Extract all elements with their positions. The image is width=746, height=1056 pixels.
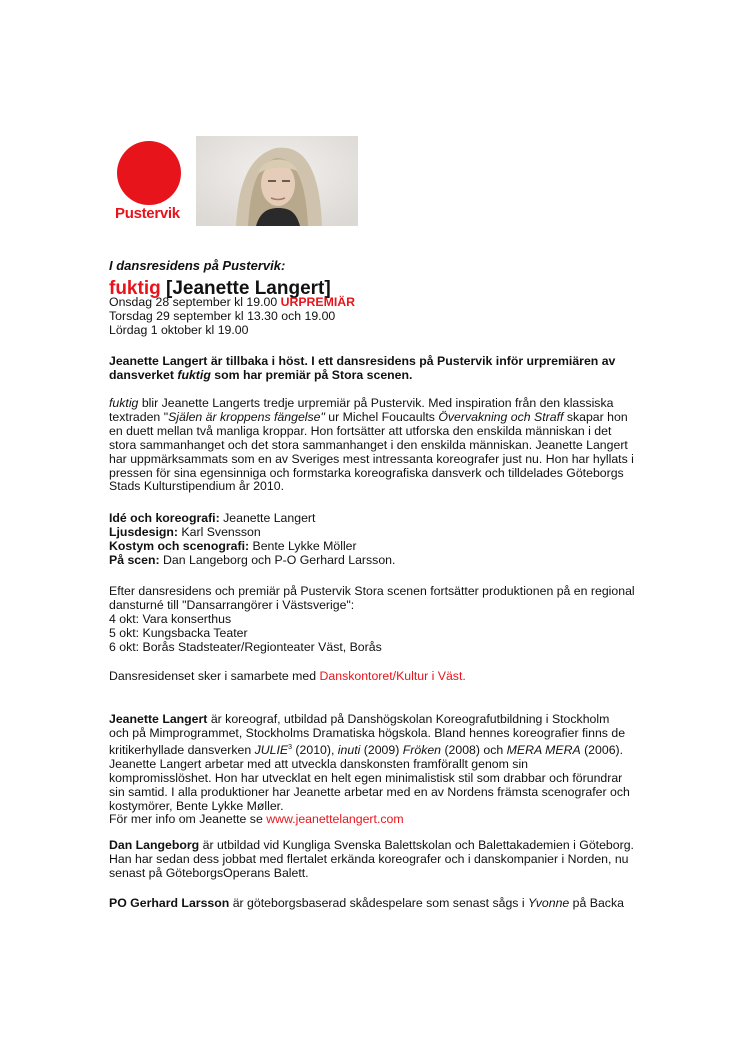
tour-stop: 6 okt: Borås Stadsteater/Regionteater Väst, Borås <box>109 639 382 654</box>
dates-block <box>109 296 355 338</box>
bio-name: PO Gerhard Larsson <box>109 896 230 910</box>
bio-name: Jeanette Langert <box>109 712 208 726</box>
partner-line: Dansresidenset sker i samarbete med Danskontoret/Kultur i Väst. <box>109 669 466 683</box>
portrait-photo <box>196 136 358 226</box>
bio-dan: Dan Langeborg är utbildad vid Kungliga Svenska Balettskolan och Balettakademien i Göteborg. Han har sedan dess jobbat med flertalet erkända koreografer och i danskompanier i Norden, nu senast på GöteborgsOperans Balett. <box>109 838 634 880</box>
pustervik-logo <box>115 141 185 227</box>
danskontoret-link[interactable]: Danskontoret/Kultur i Väst. <box>319 669 466 683</box>
logo-circle <box>117 141 181 205</box>
date-line: Torsdag 29 september kl 13.30 och 19.00 <box>109 308 336 323</box>
tour-stop: 4 okt: Vara konserthus <box>109 611 232 626</box>
title-artist: [Jeanette Langert] <box>160 278 331 299</box>
date-line: Onsdag 28 september kl 19.00 URPREMIÄR <box>109 295 356 309</box>
credit-row: Idé och koreografi: Jeanette Langert <box>109 511 316 525</box>
logo-wordmark: Pustervik <box>115 205 180 222</box>
credits-list <box>109 512 395 568</box>
premiere-badge: URPREMIÄR <box>280 295 356 309</box>
credit-row: På scen: Dan Langeborg och P-O Gerhard Larsson. <box>109 552 396 567</box>
page-kicker: I dansresidens på Pustervik: <box>109 258 286 273</box>
tour-stop: 5 okt: Kungsbacka Teater <box>109 625 248 640</box>
lead-paragraph: Jeanette Langert är tillbaka i höst. I ett dansresidens på Pustervik inför urpremiären av dansverket fuktig som har premiär på Stora scenen. <box>109 354 616 382</box>
tour-paragraph: Efter dansresidens och premiär på Pustervik Stora scenen fortsätter produktionen på en regional dansturné till "Dansarrangörer i Västsverige": 4 okt: Vara konserthus 5 okt: Kungsbacka Teater 6 okt: Borås Stadsteater/Regionteater Väst, Borås <box>109 584 635 654</box>
bio-langert: Jeanette Langert är koreograf, utbildad på Danshögskolan Koreografutbildning i Stockholm och på Mimprogrammet, Stockholms Dramatiska högskola. Bland hennes koreografier finns de kritikerhyllade dansverken JULIE$^3$ (2010), inuti (2009) Fröken (2008) och MERA MERA (2006). Jeanette Langert arbetar med att utveckla danskonsten framförallt genom sin kompromisslöshet. Hon har utvecklat en helt egen minimalistisk stil som drabbar och förundrar sin samtid. I alla produktioner har Jeanette arbetar med en av Nordens främsta scenografer och kostymörer, Bente Lykke Møller. För mer info om Jeanette se www.jeanettelangert.com <box>109 712 630 827</box>
intro-paragraph: fuktig blir Jeanette Langerts tredje urpremiär på Pustervik. Med inspiration från den klassiska textraden "Själen är kroppens fängelse" ur Michel Foucaults Övervakning och Straff skapar hon en duett mellan två manliga kroppar. Hon fortsätter att utforska den enskilda människan i det stora sammanhanget och det stora sammanhanget i den enskilda människan. Jeanette Langert har uppmärksammats som en av Sveriges mest intressanta koreografer just nu. Hon har hyllats i pressen för sina egensinniga och formstarka koreografiska dansverk och tilldelades Göteborgs Stads Kulturstipendium år 2010. <box>109 396 634 494</box>
bio-po: PO Gerhard Larsson är göteborgsbaserad skådespelare som senast sågs i Yvonne på Backa <box>109 896 624 910</box>
credit-row: Ljusdesign: Karl Svensson <box>109 524 261 539</box>
bio-name: Dan Langeborg <box>109 838 200 852</box>
credit-row: Kostym och scenografi: Bente Lykke Möller <box>109 538 357 553</box>
date-line: Lördag 1 oktober kl 19.00 <box>109 322 249 337</box>
title-work: fuktig <box>109 278 161 299</box>
website-link[interactable]: www.jeanettelangert.com <box>266 812 404 827</box>
